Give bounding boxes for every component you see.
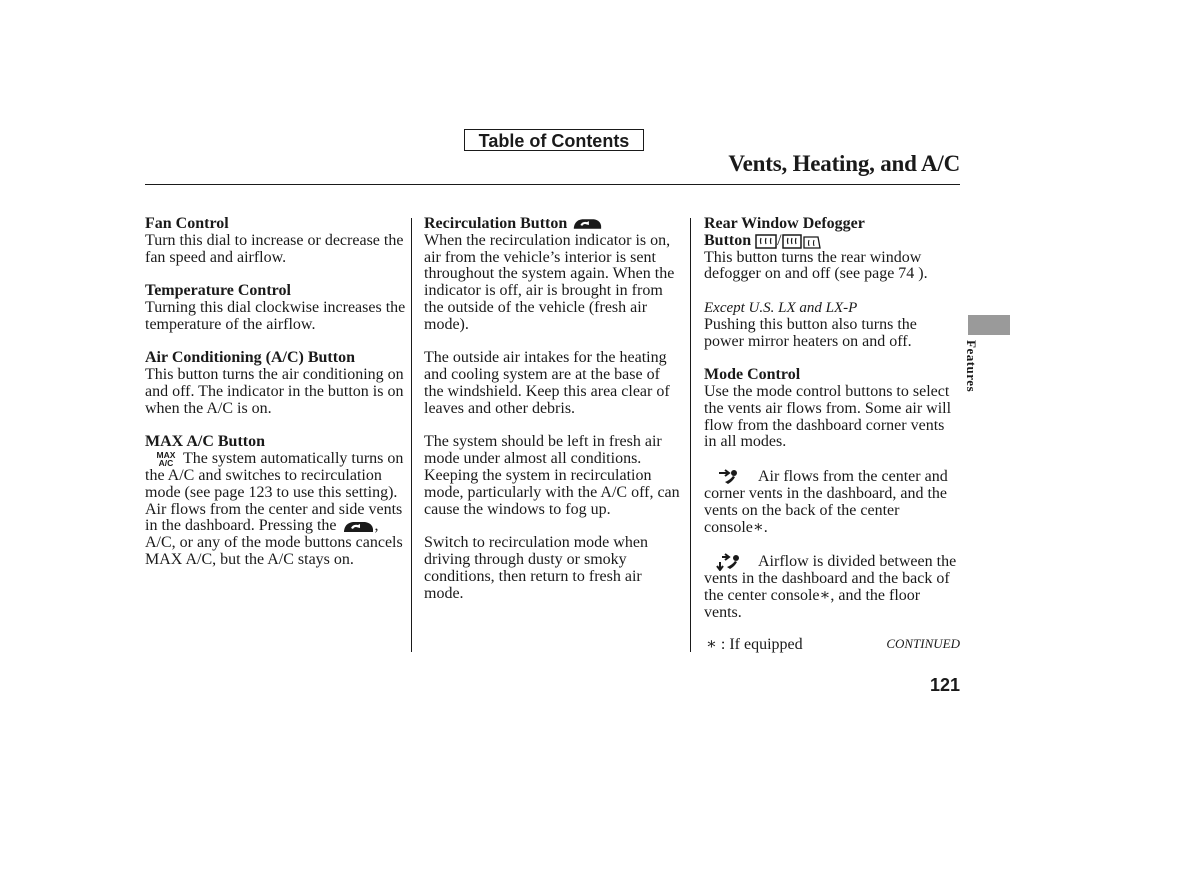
column-2 — [424, 216, 682, 602]
section-label — [963, 340, 987, 400]
max-ac-heading: MAX A/C Button — [145, 433, 266, 451]
bilevel-mode-text-content: Airflow is divided between the vents in the dashboard and the back of the center console∗, and the floor vents. — [704, 552, 957, 621]
vent-mode-text-content: Air flows from the center and corner vents in the dashboard, and the vents on the back of the center console∗. — [704, 467, 948, 536]
fan-control-text: Turn this dial to increase or decrease the fan speed and airflow. — [145, 231, 404, 266]
continued-label: CONTINUED — [886, 636, 960, 651]
bilevel-mode-text — [704, 553, 960, 621]
temperature-control-text: Turning this dial clockwise increases the temperature of the airflow. — [145, 298, 406, 333]
vent-mode-icon — [704, 468, 754, 486]
rear-defogger-icon — [755, 234, 777, 249]
mirror-defogger-icon — [782, 234, 822, 249]
mirror-heater-text: Pushing this button also turns the power mirror heaters on and off. — [704, 315, 917, 350]
except-models-note: Except U.S. LX and LX-P — [704, 299, 858, 316]
temperature-control-heading: Temperature Control — [145, 282, 291, 300]
column-divider-2 — [690, 218, 691, 652]
defogger-heading-line-2: Button / — [704, 233, 960, 250]
defogger-text: This button turns the rear window defogger on and off (see page 74 ). — [704, 248, 928, 283]
air-intake-text: The outside air intakes for the heating and cooling system are at the base of the windshield. Keep this area clear of leaves and other debris. — [424, 349, 670, 417]
defogger-heading-text: Button — [704, 231, 752, 249]
fresh-air-text: The system should be left in fresh air mode under almost all conditions. Keeping the system in recirculation mode, particularly with the A/C off, can cause the windows to fog up. — [424, 433, 680, 518]
column-3 — [704, 216, 960, 622]
defogger-heading-line-1: Rear Window Defogger — [704, 215, 865, 232]
bilevel-mode-icon — [704, 553, 754, 571]
section-tab — [968, 315, 1010, 335]
recirculation-icon — [571, 216, 603, 232]
max-ac-text — [145, 451, 407, 569]
ac-button-text: This button turns the air conditioning on and off. The indicator in the button is on when the A/C is on. — [145, 366, 404, 417]
table-of-contents-link[interactable]: Table of Contents — [464, 129, 644, 151]
column-divider-1 — [411, 218, 412, 652]
footnote: ∗ : If equipped — [706, 636, 803, 653]
max-ac-text-2: , A/C, or any of the mode buttons cancels MAX A/C, but the A/C stays on. — [145, 517, 403, 568]
ac-button-heading: Air Conditioning (A/C) Button — [145, 349, 355, 367]
fan-control-heading: Fan Control — [145, 215, 229, 232]
mode-control-heading: Mode Control — [704, 366, 801, 384]
max-ac-icon — [153, 451, 179, 467]
mode-control-text: Use the mode control buttons to select the vents air flows from. Some air will flow from the dashboard corner vents in all modes. — [704, 382, 952, 451]
page-title: Vents, Heating, and A/C — [728, 151, 960, 176]
max-ac-icon-text: MAX A/C — [156, 450, 176, 469]
recirculation-text: When the recirculation indicator is on, air from the vehicle’s interior is sent throughout the system again. When the indicator is off, air is brought in from the outside of the vehicle (fresh air mode). — [424, 231, 675, 333]
header-rule — [145, 184, 960, 185]
recirculation-heading — [424, 216, 682, 233]
switch-mode-text: Switch to recirculation mode when driving through dusty or smoky conditions, then return to fresh air mode. — [424, 534, 648, 602]
section-label-text: Features — [964, 340, 979, 393]
recirculation-icon — [341, 519, 375, 535]
vent-mode-text — [704, 468, 960, 536]
column-1 — [145, 216, 407, 569]
recirculation-heading-text: Recirculation Button — [424, 215, 568, 232]
page-number: 121 — [929, 675, 960, 695]
max-ac-text-1: The system automatically turns on the A/C and switches to recirculation mode (see page 123 to use this setting). Air flows from the center and side vents in the dashboard. Pressing the — [145, 450, 404, 535]
